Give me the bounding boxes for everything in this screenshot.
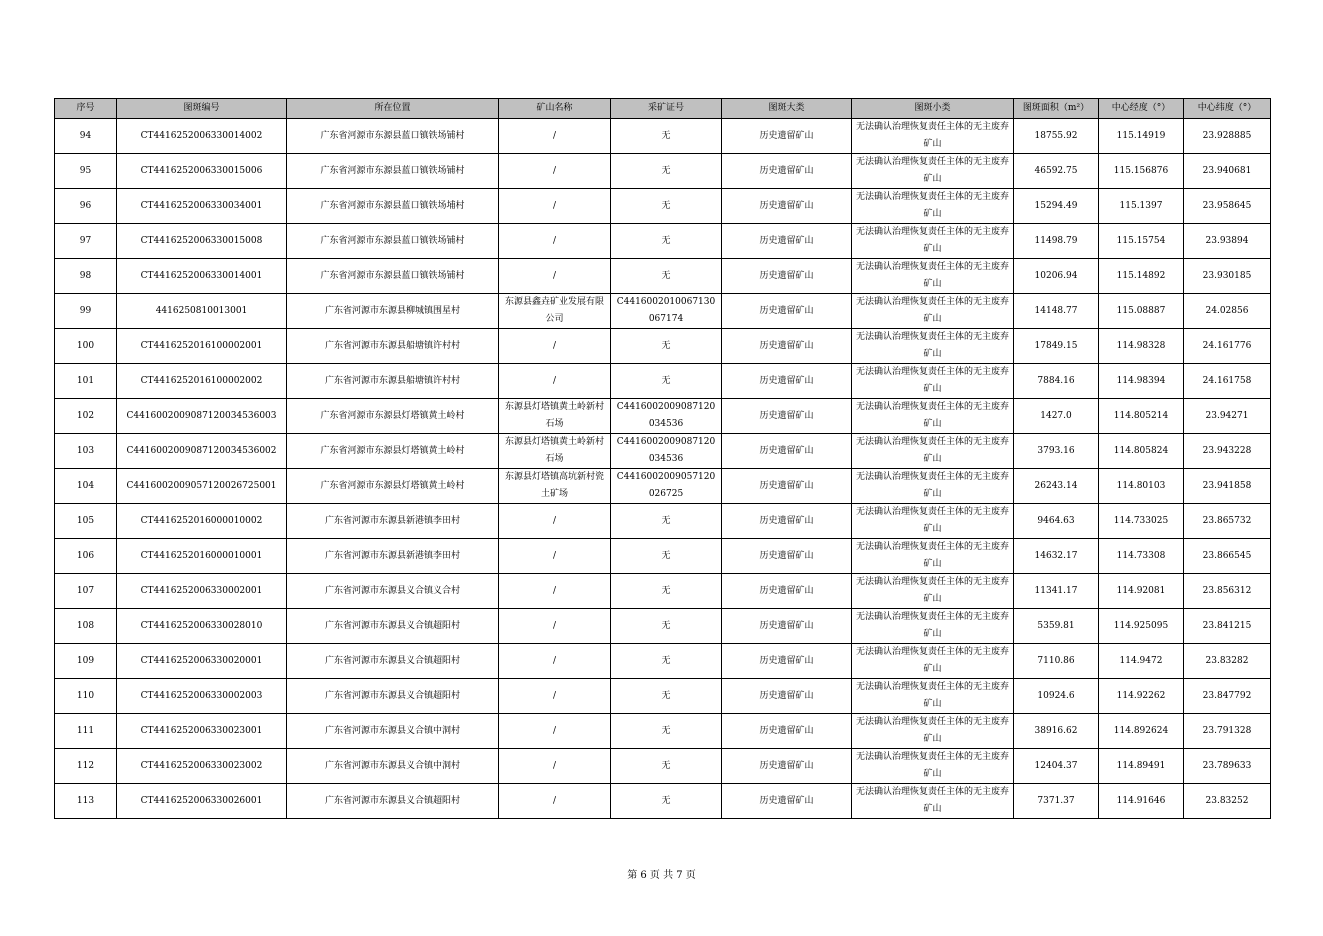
cell-index: 101 xyxy=(55,364,117,399)
cell-license-no: 无 xyxy=(611,539,722,574)
cell-longitude: 114.805214 xyxy=(1099,399,1184,434)
cell-category: 历史遗留矿山 xyxy=(722,119,852,154)
cell-location: 广东省河源市东源县义合镇超阳村 xyxy=(287,609,499,644)
cell-location: 广东省河源市东源县灯塔镇黄土岭村 xyxy=(287,469,499,504)
cell-area: 5359.81 xyxy=(1014,609,1099,644)
cell-subcategory: 无法确认治理恢复责任主体的无主废弃矿山 xyxy=(852,294,1014,329)
cell-subcategory: 无法确认治理恢复责任主体的无主废弃矿山 xyxy=(852,329,1014,364)
cell-area: 3793.16 xyxy=(1014,434,1099,469)
cell-license-no: 无 xyxy=(611,574,722,609)
cell-mine-name: / xyxy=(499,329,611,364)
cell-index: 97 xyxy=(55,224,117,259)
cell-location: 广东省河源市东源县蓝口镇铁场铺村 xyxy=(287,119,499,154)
cell-area: 46592.75 xyxy=(1014,154,1099,189)
cell-license-no: 无 xyxy=(611,679,722,714)
cell-location: 广东省河源市东源县船塘镇许村村 xyxy=(287,329,499,364)
cell-subcategory: 无法确认治理恢复责任主体的无主废弃矿山 xyxy=(852,399,1014,434)
header-location: 所在位置 xyxy=(287,99,499,119)
cell-license-no: C4416002010067130067174 xyxy=(611,294,722,329)
cell-category: 历史遗留矿山 xyxy=(722,154,852,189)
cell-license-no: 无 xyxy=(611,504,722,539)
cell-license-no: 无 xyxy=(611,644,722,679)
cell-category: 历史遗留矿山 xyxy=(722,539,852,574)
cell-longitude: 114.98394 xyxy=(1099,364,1184,399)
cell-patch-id: CT4416252016000010002 xyxy=(117,504,287,539)
cell-location: 广东省河源市东源县柳城镇围星村 xyxy=(287,294,499,329)
cell-area: 15294.49 xyxy=(1014,189,1099,224)
cell-patch-id: C4416002009087120034536003 xyxy=(117,399,287,434)
cell-location: 广东省河源市东源县义合镇超阳村 xyxy=(287,679,499,714)
cell-subcategory: 无法确认治理恢复责任主体的无主废弃矿山 xyxy=(852,364,1014,399)
cell-patch-id: CT4416252006330023002 xyxy=(117,749,287,784)
cell-mine-name: 东源县灯塔镇高坑新村瓷土矿场 xyxy=(499,469,611,504)
cell-subcategory: 无法确认治理恢复责任主体的无主废弃矿山 xyxy=(852,644,1014,679)
cell-category: 历史遗留矿山 xyxy=(722,469,852,504)
cell-subcategory: 无法确认治理恢复责任主体的无主废弃矿山 xyxy=(852,574,1014,609)
cell-patch-id: CT4416252006330002001 xyxy=(117,574,287,609)
cell-location: 广东省河源市东源县灯塔镇黄土岭村 xyxy=(287,399,499,434)
cell-longitude: 115.156876 xyxy=(1099,154,1184,189)
cell-index: 99 xyxy=(55,294,117,329)
cell-latitude: 23.856312 xyxy=(1184,574,1271,609)
cell-category: 历史遗留矿山 xyxy=(722,504,852,539)
cell-license-no: 无 xyxy=(611,119,722,154)
cell-mine-name: / xyxy=(499,679,611,714)
cell-category: 历史遗留矿山 xyxy=(722,294,852,329)
cell-longitude: 115.08887 xyxy=(1099,294,1184,329)
cell-category: 历史遗留矿山 xyxy=(722,364,852,399)
cell-mine-name: / xyxy=(499,154,611,189)
cell-mine-name: / xyxy=(499,574,611,609)
cell-location: 广东省河源市东源县船塘镇许村村 xyxy=(287,364,499,399)
cell-location: 广东省河源市东源县义合镇中洞村 xyxy=(287,749,499,784)
cell-mine-name: / xyxy=(499,644,611,679)
cell-area: 11498.79 xyxy=(1014,224,1099,259)
cell-latitude: 23.841215 xyxy=(1184,609,1271,644)
cell-patch-id: CT4416252016100002001 xyxy=(117,329,287,364)
cell-area: 7884.16 xyxy=(1014,364,1099,399)
cell-mine-name: / xyxy=(499,609,611,644)
cell-patch-id: CT4416252006330015008 xyxy=(117,224,287,259)
cell-index: 95 xyxy=(55,154,117,189)
table-row xyxy=(55,119,1271,154)
cell-license-no: 无 xyxy=(611,329,722,364)
table-row xyxy=(55,714,1271,749)
cell-latitude: 23.847792 xyxy=(1184,679,1271,714)
cell-area: 11341.17 xyxy=(1014,574,1099,609)
table-row xyxy=(55,294,1271,329)
document-page xyxy=(54,98,1270,819)
cell-area: 1427.0 xyxy=(1014,399,1099,434)
cell-index: 111 xyxy=(55,714,117,749)
table-row xyxy=(55,259,1271,294)
cell-longitude: 114.9472 xyxy=(1099,644,1184,679)
cell-license-no: C4416002009087120034536 xyxy=(611,434,722,469)
cell-category: 历史遗留矿山 xyxy=(722,259,852,294)
cell-location: 广东省河源市东源县义合镇超阳村 xyxy=(287,784,499,819)
cell-mine-name: 东源县灯塔镇黄土岭新村石场 xyxy=(499,434,611,469)
cell-subcategory: 无法确认治理恢复责任主体的无主废弃矿山 xyxy=(852,119,1014,154)
cell-location: 广东省河源市东源县义合镇中洞村 xyxy=(287,714,499,749)
cell-location: 广东省河源市东源县新港镇李田村 xyxy=(287,539,499,574)
cell-index: 108 xyxy=(55,609,117,644)
cell-license-no: 无 xyxy=(611,609,722,644)
mine-patch-table xyxy=(54,98,1271,819)
cell-subcategory: 无法确认治理恢复责任主体的无主废弃矿山 xyxy=(852,189,1014,224)
cell-patch-id: CT4416252006330023001 xyxy=(117,714,287,749)
cell-patch-id: C4416002009087120034536002 xyxy=(117,434,287,469)
cell-latitude: 23.930185 xyxy=(1184,259,1271,294)
cell-category: 历史遗留矿山 xyxy=(722,224,852,259)
cell-patch-id: 4416250810013001 xyxy=(117,294,287,329)
cell-subcategory: 无法确认治理恢复责任主体的无主废弃矿山 xyxy=(852,154,1014,189)
cell-area: 10206.94 xyxy=(1014,259,1099,294)
cell-index: 103 xyxy=(55,434,117,469)
cell-license-no: C4416002009057120026725 xyxy=(611,469,722,504)
cell-license-no: 无 xyxy=(611,364,722,399)
cell-patch-id: CT4416252006330034001 xyxy=(117,189,287,224)
cell-subcategory: 无法确认治理恢复责任主体的无主废弃矿山 xyxy=(852,714,1014,749)
cell-area: 10924.6 xyxy=(1014,679,1099,714)
cell-latitude: 23.94271 xyxy=(1184,399,1271,434)
cell-area: 12404.37 xyxy=(1014,749,1099,784)
cell-latitude: 23.943228 xyxy=(1184,434,1271,469)
cell-longitude: 115.15754 xyxy=(1099,224,1184,259)
cell-index: 98 xyxy=(55,259,117,294)
cell-index: 109 xyxy=(55,644,117,679)
cell-subcategory: 无法确认治理恢复责任主体的无主废弃矿山 xyxy=(852,259,1014,294)
cell-area: 14632.17 xyxy=(1014,539,1099,574)
cell-location: 广东省河源市东源县蓝口镇铁场埔村 xyxy=(287,189,499,224)
cell-index: 94 xyxy=(55,119,117,154)
header-license-no: 采矿证号 xyxy=(611,99,722,119)
cell-patch-id: CT4416252016100002002 xyxy=(117,364,287,399)
cell-index: 102 xyxy=(55,399,117,434)
cell-category: 历史遗留矿山 xyxy=(722,399,852,434)
cell-license-no: 无 xyxy=(611,189,722,224)
cell-longitude: 114.892624 xyxy=(1099,714,1184,749)
table-row xyxy=(55,539,1271,574)
cell-mine-name: / xyxy=(499,364,611,399)
cell-subcategory: 无法确认治理恢复责任主体的无主废弃矿山 xyxy=(852,504,1014,539)
cell-subcategory: 无法确认治理恢复责任主体的无主废弃矿山 xyxy=(852,434,1014,469)
cell-index: 100 xyxy=(55,329,117,364)
cell-patch-id: CT4416252006330015006 xyxy=(117,154,287,189)
cell-category: 历史遗留矿山 xyxy=(722,714,852,749)
cell-category: 历史遗留矿山 xyxy=(722,434,852,469)
cell-patch-id: CT4416252006330014001 xyxy=(117,259,287,294)
cell-mine-name: / xyxy=(499,224,611,259)
table-row xyxy=(55,574,1271,609)
cell-index: 106 xyxy=(55,539,117,574)
table-row xyxy=(55,154,1271,189)
table-row xyxy=(55,784,1271,819)
cell-category: 历史遗留矿山 xyxy=(722,644,852,679)
cell-latitude: 23.83252 xyxy=(1184,784,1271,819)
cell-index: 112 xyxy=(55,749,117,784)
header-mine-name: 矿山名称 xyxy=(499,99,611,119)
cell-location: 广东省河源市东源县义合镇义合村 xyxy=(287,574,499,609)
cell-subcategory: 无法确认治理恢复责任主体的无主废弃矿山 xyxy=(852,679,1014,714)
table-body xyxy=(55,119,1271,819)
cell-patch-id: C4416002009057120026725001 xyxy=(117,469,287,504)
cell-patch-id: CT4416252006330026001 xyxy=(117,784,287,819)
cell-area: 38916.62 xyxy=(1014,714,1099,749)
table-row xyxy=(55,189,1271,224)
cell-mine-name: / xyxy=(499,119,611,154)
cell-mine-name: / xyxy=(499,189,611,224)
cell-category: 历史遗留矿山 xyxy=(722,329,852,364)
header-area: 图斑面积（m²） xyxy=(1014,99,1099,119)
cell-subcategory: 无法确认治理恢复责任主体的无主废弃矿山 xyxy=(852,539,1014,574)
cell-area: 17849.15 xyxy=(1014,329,1099,364)
cell-patch-id: CT4416252006330014002 xyxy=(117,119,287,154)
cell-index: 110 xyxy=(55,679,117,714)
cell-category: 历史遗留矿山 xyxy=(722,679,852,714)
cell-mine-name: / xyxy=(499,784,611,819)
table-row xyxy=(55,399,1271,434)
header-index: 序号 xyxy=(55,99,117,119)
cell-category: 历史遗留矿山 xyxy=(722,784,852,819)
cell-index: 107 xyxy=(55,574,117,609)
table-row xyxy=(55,469,1271,504)
cell-license-no: 无 xyxy=(611,224,722,259)
cell-longitude: 114.805824 xyxy=(1099,434,1184,469)
cell-area: 18755.92 xyxy=(1014,119,1099,154)
cell-latitude: 23.940681 xyxy=(1184,154,1271,189)
cell-index: 113 xyxy=(55,784,117,819)
header-patch-id: 图斑编号 xyxy=(117,99,287,119)
cell-mine-name: / xyxy=(499,259,611,294)
cell-longitude: 114.925095 xyxy=(1099,609,1184,644)
cell-latitude: 24.161758 xyxy=(1184,364,1271,399)
cell-index: 96 xyxy=(55,189,117,224)
cell-longitude: 114.733025 xyxy=(1099,504,1184,539)
table-row xyxy=(55,364,1271,399)
cell-index: 105 xyxy=(55,504,117,539)
cell-latitude: 23.958645 xyxy=(1184,189,1271,224)
cell-latitude: 23.865732 xyxy=(1184,504,1271,539)
cell-mine-name: / xyxy=(499,749,611,784)
cell-longitude: 115.1397 xyxy=(1099,189,1184,224)
table-row xyxy=(55,504,1271,539)
cell-location: 广东省河源市东源县新港镇李田村 xyxy=(287,504,499,539)
table-row xyxy=(55,224,1271,259)
cell-latitude: 23.93894 xyxy=(1184,224,1271,259)
cell-longitude: 114.92081 xyxy=(1099,574,1184,609)
cell-subcategory: 无法确认治理恢复责任主体的无主废弃矿山 xyxy=(852,469,1014,504)
header-latitude: 中心纬度（°） xyxy=(1184,99,1271,119)
cell-longitude: 115.14919 xyxy=(1099,119,1184,154)
cell-license-no: 无 xyxy=(611,784,722,819)
cell-patch-id: CT4416252006330028010 xyxy=(117,609,287,644)
cell-patch-id: CT4416252006330002003 xyxy=(117,679,287,714)
cell-location: 广东省河源市东源县蓝口镇铁场铺村 xyxy=(287,154,499,189)
table-row xyxy=(55,329,1271,364)
cell-mine-name: / xyxy=(499,504,611,539)
cell-category: 历史遗留矿山 xyxy=(722,189,852,224)
table-row xyxy=(55,644,1271,679)
table-row xyxy=(55,434,1271,469)
cell-license-no: 无 xyxy=(611,154,722,189)
cell-mine-name: 东源县鑫垚矿业发展有限公司 xyxy=(499,294,611,329)
cell-latitude: 23.791328 xyxy=(1184,714,1271,749)
cell-location: 广东省河源市东源县灯塔镇黄土岭村 xyxy=(287,434,499,469)
cell-license-no: 无 xyxy=(611,714,722,749)
cell-patch-id: CT4416252016000010001 xyxy=(117,539,287,574)
cell-license-no: 无 xyxy=(611,749,722,784)
cell-latitude: 23.928885 xyxy=(1184,119,1271,154)
cell-mine-name: / xyxy=(499,714,611,749)
cell-category: 历史遗留矿山 xyxy=(722,749,852,784)
header-longitude: 中心经度（°） xyxy=(1099,99,1184,119)
cell-category: 历史遗留矿山 xyxy=(722,609,852,644)
cell-location: 广东省河源市东源县义合镇超阳村 xyxy=(287,644,499,679)
table-row xyxy=(55,679,1271,714)
table-row xyxy=(55,609,1271,644)
cell-location: 广东省河源市东源县蓝口镇铁场铺村 xyxy=(287,224,499,259)
cell-latitude: 24.02856 xyxy=(1184,294,1271,329)
header-category: 图斑大类 xyxy=(722,99,852,119)
cell-latitude: 23.789633 xyxy=(1184,749,1271,784)
cell-mine-name: / xyxy=(499,539,611,574)
cell-area: 7371.37 xyxy=(1014,784,1099,819)
page-footer: 第 6 页 共 7 页 xyxy=(627,870,696,881)
cell-latitude: 24.161776 xyxy=(1184,329,1271,364)
cell-latitude: 23.941858 xyxy=(1184,469,1271,504)
cell-area: 26243.14 xyxy=(1014,469,1099,504)
cell-license-no: 无 xyxy=(611,259,722,294)
cell-subcategory: 无法确认治理恢复责任主体的无主废弃矿山 xyxy=(852,784,1014,819)
cell-longitude: 114.80103 xyxy=(1099,469,1184,504)
cell-longitude: 114.98328 xyxy=(1099,329,1184,364)
cell-longitude: 115.14892 xyxy=(1099,259,1184,294)
cell-area: 9464.63 xyxy=(1014,504,1099,539)
cell-area: 14148.77 xyxy=(1014,294,1099,329)
cell-subcategory: 无法确认治理恢复责任主体的无主废弃矿山 xyxy=(852,609,1014,644)
cell-longitude: 114.73308 xyxy=(1099,539,1184,574)
cell-index: 104 xyxy=(55,469,117,504)
cell-category: 历史遗留矿山 xyxy=(722,574,852,609)
table-header-row xyxy=(55,99,1271,119)
cell-latitude: 23.83282 xyxy=(1184,644,1271,679)
cell-longitude: 114.89491 xyxy=(1099,749,1184,784)
cell-longitude: 114.92262 xyxy=(1099,679,1184,714)
cell-area: 7110.86 xyxy=(1014,644,1099,679)
header-subcategory: 图斑小类 xyxy=(852,99,1014,119)
cell-patch-id: CT4416252006330020001 xyxy=(117,644,287,679)
cell-longitude: 114.91646 xyxy=(1099,784,1184,819)
cell-location: 广东省河源市东源县蓝口镇铁场铺村 xyxy=(287,259,499,294)
cell-mine-name: 东源县灯塔镇黄土岭新村石场 xyxy=(499,399,611,434)
table-row xyxy=(55,749,1271,784)
cell-subcategory: 无法确认治理恢复责任主体的无主废弃矿山 xyxy=(852,224,1014,259)
cell-license-no: C4416002009087120034536 xyxy=(611,399,722,434)
cell-latitude: 23.866545 xyxy=(1184,539,1271,574)
cell-subcategory: 无法确认治理恢复责任主体的无主废弃矿山 xyxy=(852,749,1014,784)
